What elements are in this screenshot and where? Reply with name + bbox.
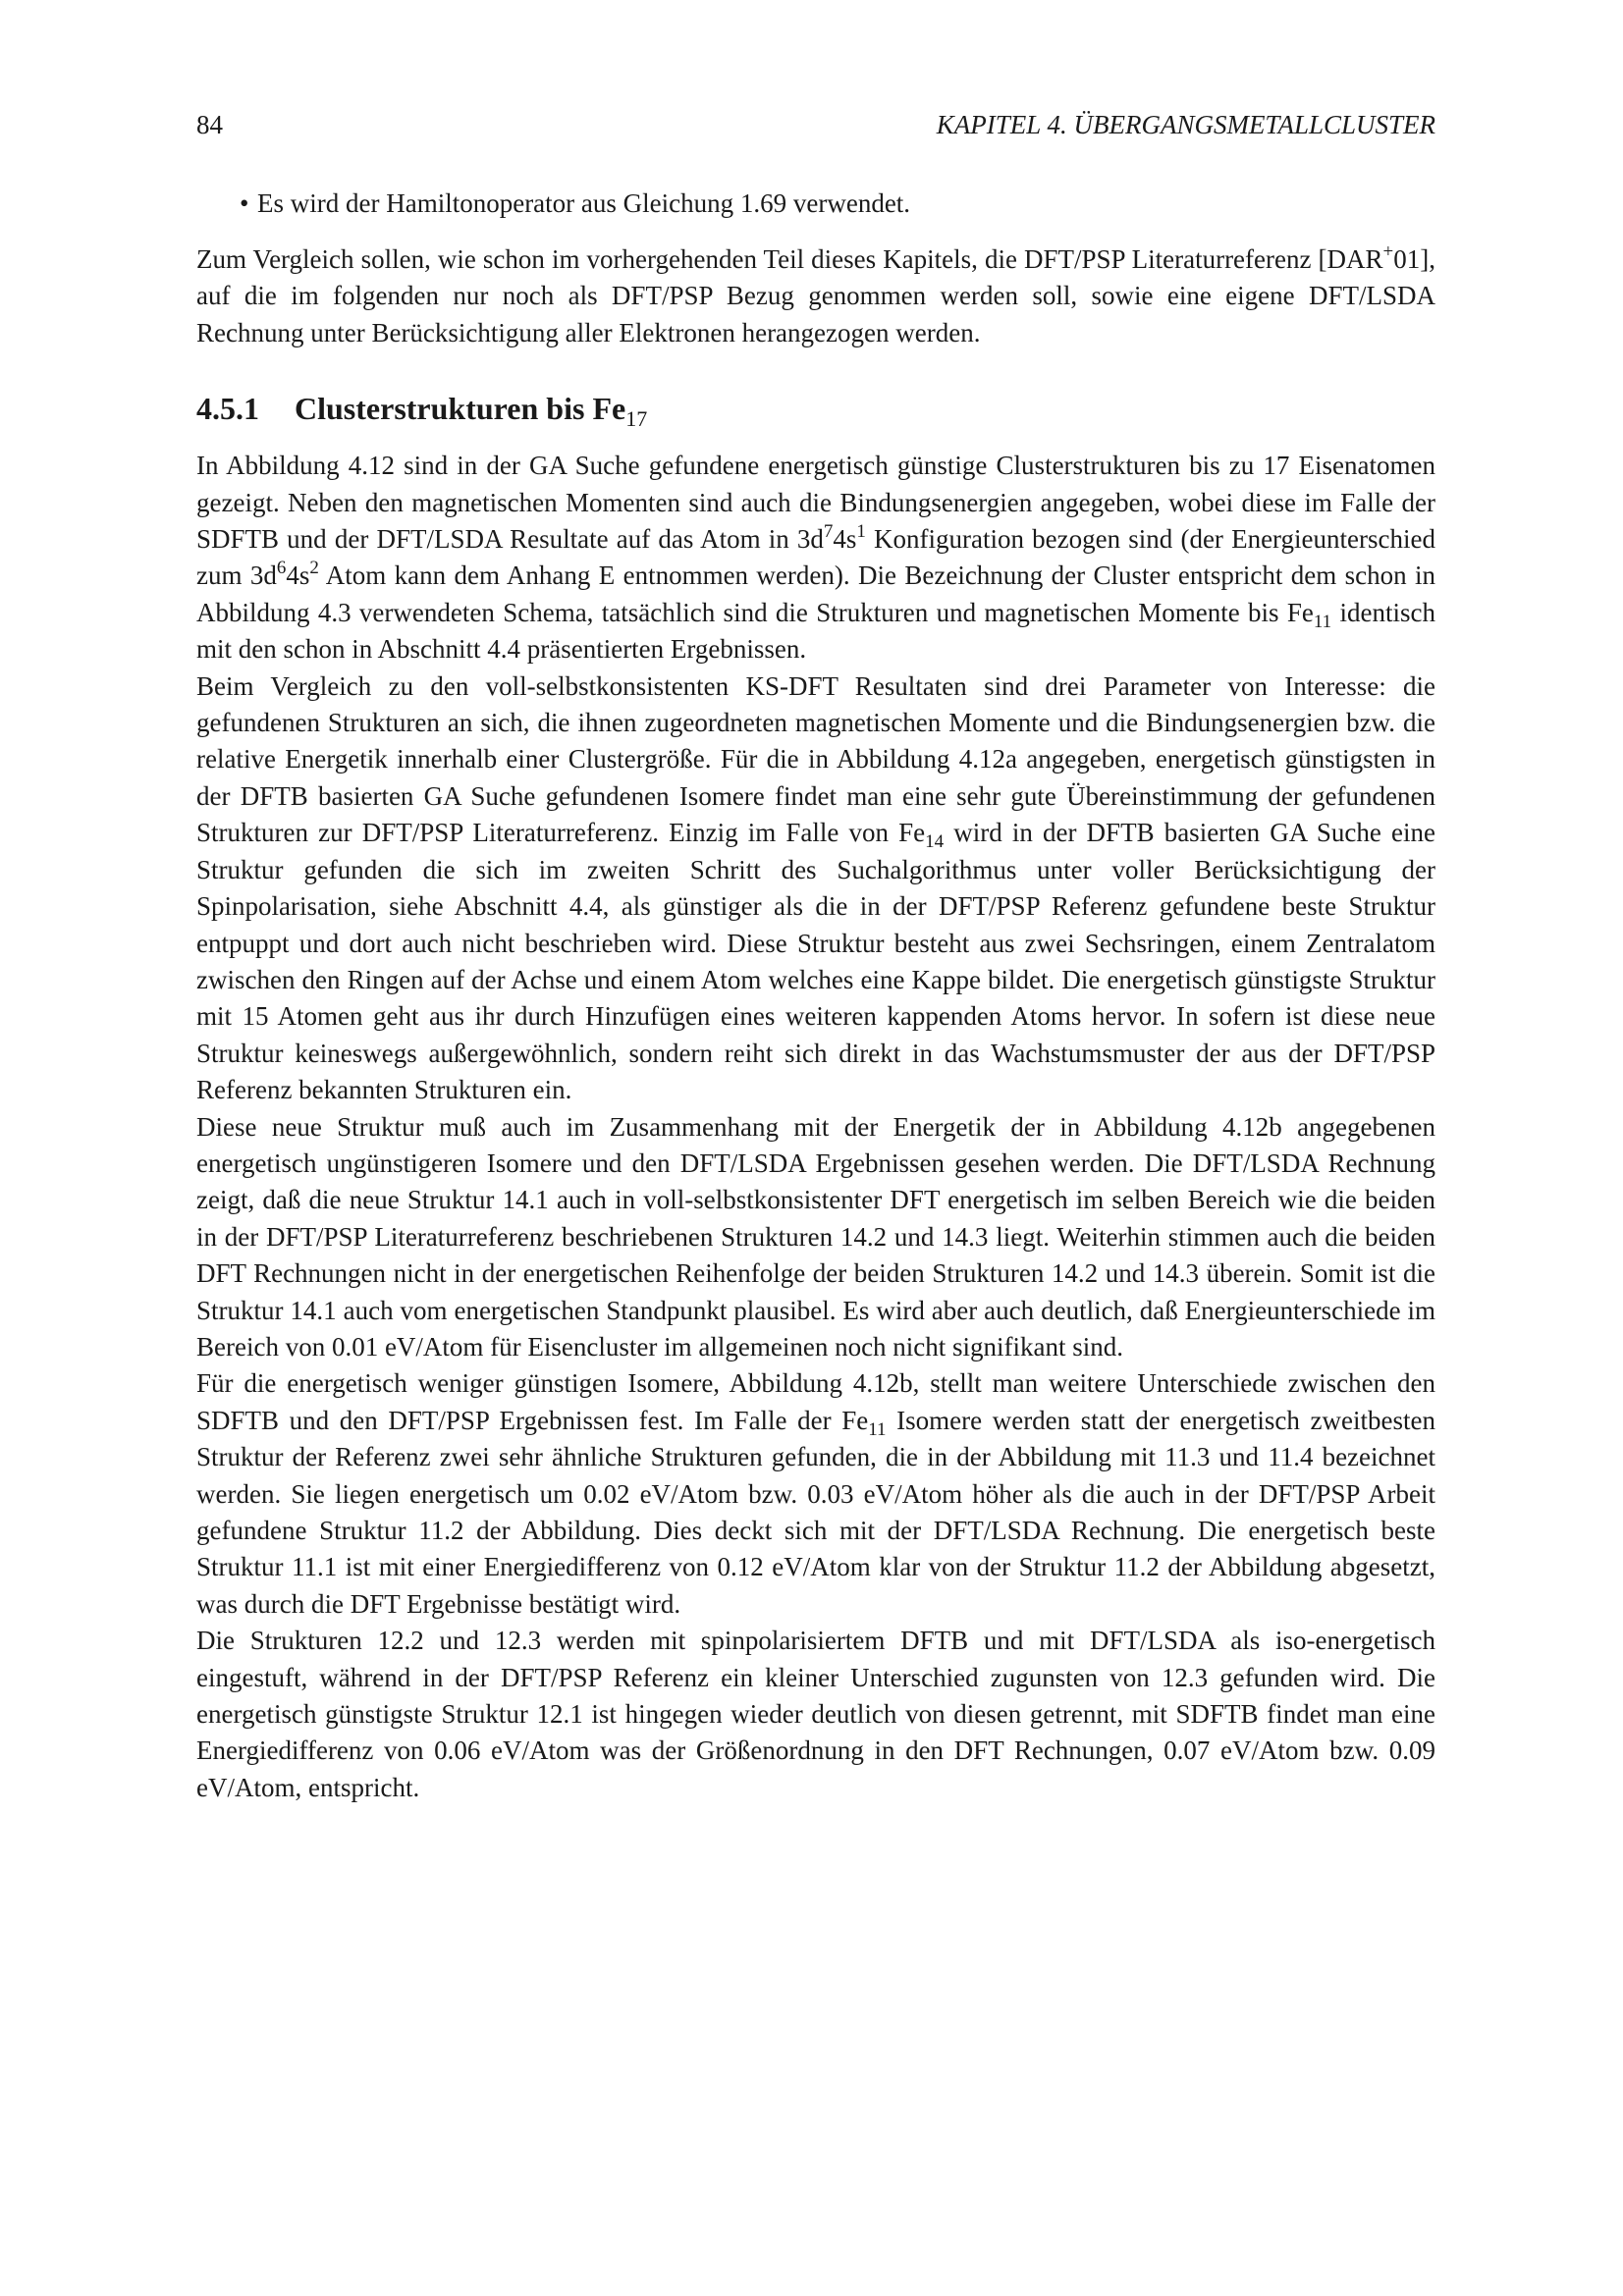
subscript: 17 <box>625 406 648 432</box>
paragraph-1 <box>196 448 1435 667</box>
text-run: Clusterstrukturen bis Fe <box>295 391 626 427</box>
section-number: 4.5.1 <box>196 391 259 427</box>
text-run: wird in der DFTB basierten GA Suche eine Struktur gefunden die sich im zweiten Schritt des Suchalgorithmus unter voller Berücksichtigung der Spinpolarisation, siehe Abschnitt 4.4, als günstiger als die in der DFT/PSP Referenz gefundene beste Struktur entpuppt und dort auch nicht beschrieben wird. Diese Struktur besteht aus zwei Sechsringen, einem Zentralatom zwischen den Ringen auf der Achse und einem Atom welches eine Kappe bildet. Die energetisch günstigste Struktur mit 15 Atomen geht aus ihr durch Hinzufügen eines weiteren kappenden Atoms hervor. In sofern ist diese neue Struktur keineswegs außergewöhnlich, sondern reiht sich direkt in das Wachstumsmuster der aus der DFT/PSP Referenz bekannten Strukturen ein. <box>196 818 1435 1105</box>
list-item <box>196 185 1435 222</box>
subscript: 11 <box>868 1418 887 1440</box>
text-run: Konfiguration bezogen sind (der Energieunterschied zum 3d <box>196 524 1435 591</box>
text-run: Isomere werden statt der energetisch zweitbesten Struktur der Referenz zwei sehr ähnliche Strukturen gefunden, die in der Abbildung mit 11.3 und 11.4 bezeichnet werden. Sie liegen energetisch um 0.02 eV/Atom bzw. 0.03 eV/Atom höher als die auch in der DFT/PSP Arbeit gefundene Struktur 11.2 der Abbildung. Dies deckt sich mit der DFT/LSDA Rechnung. Die energetisch beste Struktur 11.1 ist mit einer Energiedifferenz von 0.12 eV/Atom klar von der Struktur 11.2 der Abbildung abgesetzt, was durch die DFT Ergebnisse bestätigt wird. <box>196 1405 1435 1619</box>
page-number: 84 <box>196 110 223 139</box>
running-header <box>196 108 1435 141</box>
text-run: identisch mit den schon in Abschnitt 4.4 präsentierten Ergebnissen. <box>196 597 1435 665</box>
page <box>196 108 1435 1806</box>
superscript: 7 <box>823 521 834 543</box>
text-run: Zum Vergleich sollen, wie schon im vorhergehenden Teil dieses Kapitels, die DFT/PSP Literaturreferenz [DAR <box>196 244 1383 274</box>
subscript: 11 <box>1313 611 1332 632</box>
text-run: 4s <box>833 524 857 555</box>
text-run: 01], auf die im folgenden nur noch als DFT/PSP Bezug genommen werden soll, sowie eine eigene DFT/LSDA Rechnung unter Berücksichtigung aller Elektronen herangezogen werden. <box>196 244 1435 347</box>
list-item-text: Es wird der Hamiltonoperator aus Gleichung 1.69 verwendet. <box>257 188 911 218</box>
paragraph-3: Diese neue Struktur muß auch im Zusammenhang mit der Energetik der in Abbildung 4.12b angegebenen energetisch ungünstigeren Isomere und den DFT/LSDA Ergebnissen gesehen werden. Die DFT/LSDA Rechnung zeigt, daß die neue Struktur 14.1 auch in voll-selbstkonsistenter DFT energetisch im selben Bereich wie die beiden in der DFT/PSP Literaturreferenz beschriebenen Strukturen 14.2 und 14.3 liegt. Weiterhin stimmen auch die beiden DFT Rechnungen nicht in der energetischen Reihenfolge der beiden Strukturen 14.2 und 14.3 überein. Somit ist die Struktur 14.1 auch vom energetischen Standpunkt plausibel. Es wird aber auch deutlich, daß Energieunterschiede im Bereich von 0.01 eV/Atom für Eisencluster im allgemeinen noch nicht signifikant sind. <box>196 1111 1435 1362</box>
text-run: Für die energetisch weniger günstigen Isomere, Abbildung 4.12b, stellt man weitere Unterschiede zwischen den SDFTB und den DFT/PSP Ergebnissen fest. Im Falle der Fe <box>196 1368 1435 1435</box>
text-run: Beim Vergleich zu den voll-selbstkonsistenten KS-DFT Resultaten sind drei Parameter von Interesse: die gefundenen Strukturen an sich, die ihnen zugeordneten magnetischen Momente und die Bindungsenergien bzw. die relative Energetik innerhalb einer Clustergröße. Für die in Abbildung 4.12a angegeben, energetisch günstigsten in der DFTB basierten GA Suche gefundenen Isomere findet man eine sehr gute Übereinstimmung der gefundenen Strukturen zur DFT/PSP Literaturreferenz. Einzig im Falle von Fe <box>196 670 1435 848</box>
subscript: 14 <box>925 831 945 853</box>
section-title <box>295 389 648 432</box>
chapter-title: KAPITEL 4. ÜBERGANGSMETALLCLUSTER <box>936 110 1435 139</box>
superscript: 1 <box>856 521 866 543</box>
intro-paragraph <box>196 241 1435 351</box>
superscript: 6 <box>276 558 287 579</box>
text-run: In Abbildung 4.12 sind in der GA Suche gefundene energetisch günstige Clusterstrukturen bis zu 17 Eisenatomen gezeigt. Neben den magnetischen Momenten sind auch die Bindungsenergien angegeben, wobei diese im Falle der SDFTB und der DFT/LSDA Resultate auf das Atom in 3d <box>196 451 1435 555</box>
paragraph-4 <box>196 1365 1435 1623</box>
text-run: Atom kann dem Anhang E entnommen werden). Die Bezeichnung der Cluster entspricht dem schon in Abbildung 4.3 verwendeten Schema, tatsächlich sind die Strukturen und magnetischen Momente bis Fe <box>196 561 1435 627</box>
bullet-icon: • <box>240 188 249 218</box>
bullet-list <box>196 185 1435 222</box>
paragraph-2 <box>196 668 1435 1109</box>
text-run: 4s <box>286 561 310 591</box>
paragraph-5: Die Strukturen 12.2 und 12.3 werden mit spinpolarisiertem DFTB und mit DFT/LSDA als iso-energetisch eingestuft, während in der DFT/PSP Referenz ein kleiner Unterschied zugunsten von 12.3 gefunden wird. Die energetisch günstigste Struktur 12.1 ist hingegen wieder deutlich von diesen getrennt, mit SDFTB findet man eine Energiedifferenz von 0.06 eV/Atom was der Größenordnung in den DFT Rechnungen, 0.07 eV/Atom bzw. 0.09 eV/Atom, entspricht. <box>196 1626 1435 1802</box>
superscript: 2 <box>309 558 319 579</box>
section-heading <box>196 389 1435 432</box>
superscript: + <box>1382 241 1394 262</box>
